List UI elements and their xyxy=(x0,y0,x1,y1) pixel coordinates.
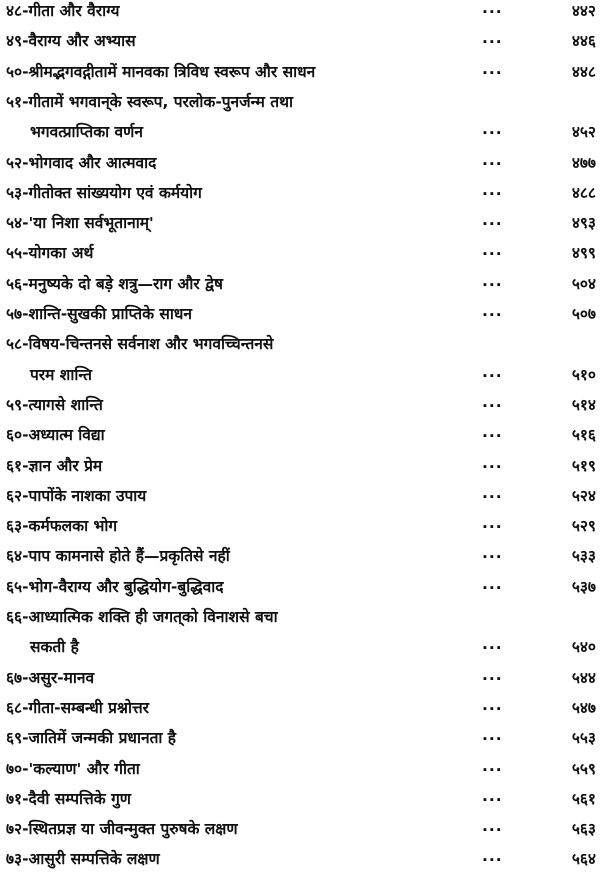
toc-entry-title: ७१-दैवी सम्पत्तिके गुण xyxy=(6,789,131,808)
toc-entry-leader: ... xyxy=(482,271,503,290)
toc-entry xyxy=(0,88,600,117)
toc-entry xyxy=(0,0,600,26)
toc-entry-title: ४९-वैराग्य और अभ्यास xyxy=(6,32,136,51)
toc-entry-page-number: ४४८ xyxy=(571,62,596,81)
toc-entry-page-number: ५१६ xyxy=(571,426,596,445)
toc-entry xyxy=(0,361,600,390)
toc-entry-leader: ... xyxy=(482,544,503,563)
toc-entry-title: ६२-पापोंके नाशका उपाय xyxy=(6,486,147,505)
toc-entry-page-number: ४७७ xyxy=(571,153,596,172)
toc-entry xyxy=(0,512,600,541)
toc-entry xyxy=(0,209,600,238)
toc-entry-title: ६८-गीता-सम्बन्धी प्रश्नोत्तर xyxy=(6,698,150,717)
toc-entry-page-number: ५६३ xyxy=(571,820,596,839)
toc-entry-title: ६७-असुर-मानव xyxy=(6,668,95,687)
toc-entry xyxy=(0,421,600,450)
toc-entry xyxy=(0,542,600,571)
toc-entry-title: ६६-आध्यात्मिक शक्ति ही जगत्‌को विनाशसे बचा xyxy=(6,608,278,626)
toc-entry-page-number: ४४२ xyxy=(571,2,596,20)
toc-entry-leader: ... xyxy=(482,665,503,684)
toc-entry-title: ५८-विषय-चिन्तनसे सर्वनाश और भगवच्चिन्तनसे xyxy=(6,335,274,354)
toc-entry-title: सकती है xyxy=(30,638,79,657)
toc-entry-title: ५४-'या निशा सर्वभूतानाम्' xyxy=(6,214,154,233)
toc-entry xyxy=(0,270,600,299)
toc-entry-page-number: ५४७ xyxy=(571,698,596,717)
toc-entry xyxy=(0,603,600,632)
toc-entry-page-number: ५०४ xyxy=(571,274,596,293)
toc-entry-title: ५०-श्रीमद्भगवद्गीतामें मानवका त्रिविध स्वरूप और साधन xyxy=(6,62,316,81)
toc-entry-leader: ... xyxy=(482,150,503,169)
toc-entry xyxy=(0,633,600,662)
toc-entry-page-number: ५३३ xyxy=(571,547,596,566)
toc-entry-leader: ... xyxy=(482,695,503,714)
toc-entry xyxy=(0,664,600,693)
toc-entry xyxy=(0,724,600,753)
toc-entry-page-number: ४४६ xyxy=(571,32,596,51)
toc-entry-leader: ... xyxy=(482,847,503,866)
toc-entry xyxy=(0,330,600,359)
toc-entry-page-number: ५२४ xyxy=(571,486,596,505)
toc-entry-page-number: ४८८ xyxy=(571,183,596,202)
toc-entry-leader: ... xyxy=(482,302,503,320)
toc-entry-title: ६१-ज्ञान और प्रेम xyxy=(6,456,103,475)
toc-entry xyxy=(0,118,600,147)
toc-entry-title: ५६-मनुष्यके दो बड़े शत्रु—राग और द्वेष xyxy=(6,274,223,293)
toc-entry-title: ४८-गीता और वैराग्य xyxy=(6,2,120,20)
toc-entry-page-number: ५४० xyxy=(571,638,596,657)
toc-entry-leader: ... xyxy=(482,483,503,502)
toc-entry xyxy=(0,815,600,844)
toc-entry-page-number: ५५९ xyxy=(571,759,596,778)
toc-entry-page-number: ५३७ xyxy=(571,577,596,596)
toc-entry-leader: ... xyxy=(482,786,503,805)
toc-entry-page-number: ४५२ xyxy=(571,123,596,142)
toc-entry-leader: ... xyxy=(482,241,503,260)
toc-entry-page-number: ४९३ xyxy=(571,214,596,233)
toc-entry xyxy=(0,755,600,784)
toc-entry-leader: ... xyxy=(482,29,503,48)
toc-entry-title: ६९-जातिमें जन्मकी प्रधानता है xyxy=(6,729,177,748)
toc-entry-page-number: ४९९ xyxy=(571,244,596,263)
toc-entry-title: ५३-गीतोक्त सांख्ययोग एवं कर्मयोग xyxy=(6,183,202,202)
toc-entry-title: परम शान्ति xyxy=(30,365,92,384)
toc-entry-leader: ... xyxy=(482,453,503,472)
toc-entry-leader: ... xyxy=(482,574,503,593)
toc-entry-leader: ... xyxy=(482,635,503,654)
toc-entry-page-number: ५१० xyxy=(571,365,596,384)
toc-entry xyxy=(0,27,600,56)
toc-entry xyxy=(0,149,600,178)
toc-entry xyxy=(0,452,600,481)
toc-entry xyxy=(0,300,600,329)
toc-entry-leader: ... xyxy=(482,817,503,836)
toc-entry-leader: ... xyxy=(482,756,503,775)
toc-entry-title: ७३-आसुरी सम्पत्तिके लक्षण xyxy=(6,850,160,869)
toc-entry-leader: ... xyxy=(482,423,503,442)
toc-entry-leader: ... xyxy=(482,392,503,411)
toc-entry xyxy=(0,391,600,420)
toc-entry-page-number: ५६१ xyxy=(571,789,596,808)
toc-entry-title: ६५-भोग-वैराग्य और बुद्धियोग-बुद्धिवाद xyxy=(6,577,224,596)
toc-entry xyxy=(0,239,600,268)
toc-entry xyxy=(0,573,600,602)
toc-entry xyxy=(0,58,600,87)
toc-entry-title: ७०-'कल्याण' और गीता xyxy=(6,759,140,778)
toc-entry-page-number: ५४४ xyxy=(571,668,596,687)
toc-entry-title: ५२-भोगवाद और आत्मवाद xyxy=(6,153,157,172)
toc-entry-leader: ... xyxy=(482,59,503,78)
toc-entry-title: ७२-स्थितप्रज्ञ या जीवन्मुक्त पुरुषके लक्षण xyxy=(6,820,238,839)
toc-entry-leader: ... xyxy=(482,120,503,139)
toc-entry-page-number: ५५३ xyxy=(571,729,596,748)
toc-entry-title: भगवत्प्राप्तिका वर्णन xyxy=(30,123,143,142)
toc-entry-page-number: ५०७ xyxy=(571,305,596,323)
toc-entry-title: ५५-योगका अर्थ xyxy=(6,244,94,263)
toc-entry-leader: ... xyxy=(482,362,503,381)
toc-entry xyxy=(0,179,600,208)
toc-entry-title: ६०-अध्यात्म विद्या xyxy=(6,426,105,445)
toc-entry xyxy=(0,482,600,511)
toc-entry-title: ५९-त्यागसे शान्ति xyxy=(6,395,103,414)
toc-entry xyxy=(0,845,600,874)
toc-entry-title: ५७-शान्ति-सुखकी प्राप्तिके साधन xyxy=(6,305,193,323)
toc-entry-page-number: ५६४ xyxy=(571,850,596,869)
toc-entry xyxy=(0,785,600,814)
toc-entry-leader: ... xyxy=(482,726,503,745)
toc-entry-leader: ... xyxy=(482,180,503,199)
toc-entry-leader: ... xyxy=(482,0,503,17)
toc-entry-page-number: ५१९ xyxy=(571,456,596,475)
toc-entry-leader: ... xyxy=(482,514,503,533)
toc-entry-title: ५१-गीतामें भगवान्‌के स्वरूप, परलोक-पुनर्जन्म तथा xyxy=(6,92,294,111)
toc-entry-title: ६४-पाप कामनासे होते हैं—प्रकृतिसे नहीं xyxy=(6,547,230,566)
toc-entry-title: ६३-कर्मफलका भोग xyxy=(6,517,118,536)
toc-entry-page-number: ५१४ xyxy=(571,395,596,414)
toc-entry xyxy=(0,694,600,723)
toc-entry-page-number: ५२९ xyxy=(571,517,596,536)
toc-entry-leader: ... xyxy=(482,211,503,230)
